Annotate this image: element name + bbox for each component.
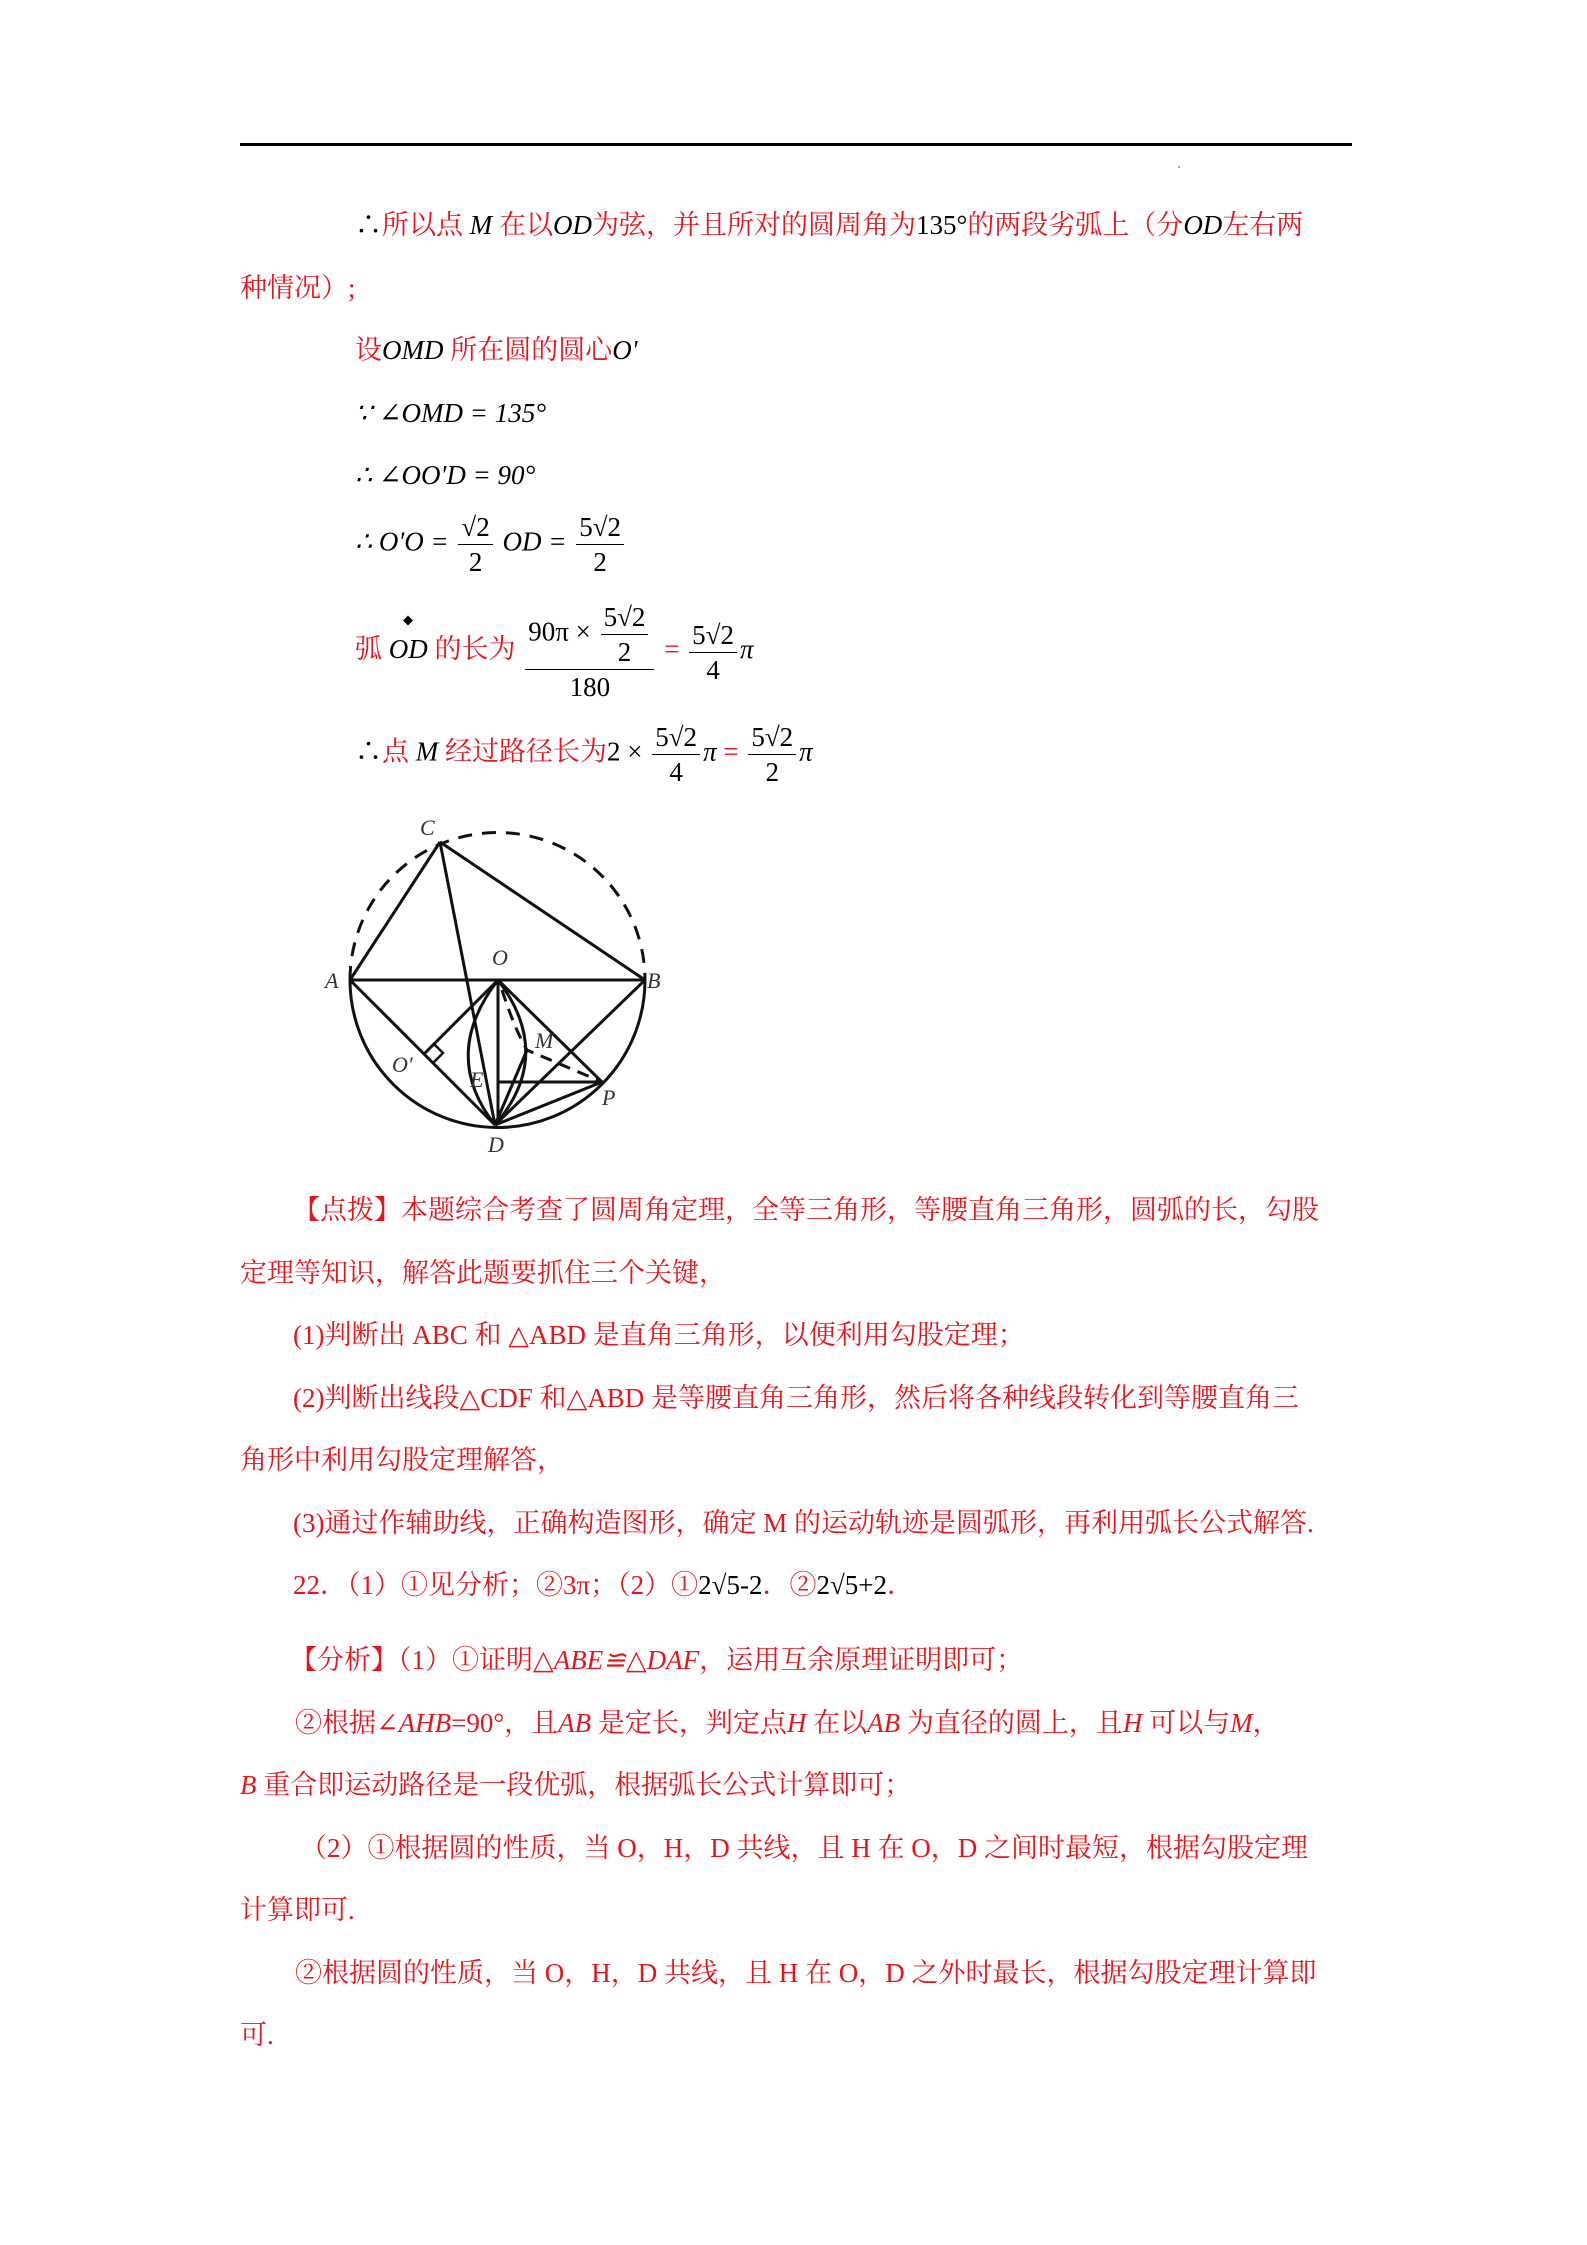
- analysis-line-4: （2）①根据圆的性质，当 O，H，D 共线，且 H 在 O，D 之间时最短，根据勾股定理: [300, 1833, 1308, 1863]
- numerator: [525, 600, 654, 670]
- text: ②根据: [295, 1708, 376, 1738]
- numerator: 5√2: [576, 510, 624, 545]
- fraction: [458, 510, 492, 579]
- fraction: [652, 720, 700, 789]
- fraction-outer: [525, 600, 654, 704]
- q22-answer: [293, 1565, 914, 1605]
- fraction-inner: [601, 600, 649, 669]
- solution-line-6: [355, 510, 627, 579]
- fraction: [689, 618, 737, 687]
- analysis-line-3: [240, 1765, 911, 1805]
- coef: 2 ×: [607, 736, 643, 767]
- analysis-line-6: ②根据圆的性质，当 O，H，D 共线，且 H 在 O，D 之外时最长，根据勾股定理计算即: [295, 1958, 1317, 1988]
- math-mid: OD =: [502, 526, 567, 557]
- tip-item-1: (1)判断出 ABC 和 △ABD 是直角三角形，以便利用勾股定理；: [293, 1320, 1025, 1350]
- math: M: [1230, 1708, 1253, 1738]
- question-number: 22．: [293, 1570, 347, 1600]
- arc-OD: [389, 629, 428, 669]
- text: 所在圆的圆心: [450, 335, 613, 365]
- therefore-symbol: ∴: [355, 210, 382, 240]
- text: 经过路径长为: [445, 736, 607, 767]
- therefore-symbol: ∴: [355, 736, 382, 767]
- analysis-line-7: 可.: [240, 2020, 274, 2050]
- numerator: √2: [458, 510, 492, 545]
- denominator: 4: [706, 654, 720, 685]
- text: ．: [887, 1570, 914, 1600]
- math-value: 2√5+2: [816, 1570, 887, 1600]
- solution-line-3: [355, 330, 638, 370]
- math-lhs: ∴ O'O =: [355, 526, 449, 557]
- text: 左右两: [1222, 210, 1304, 240]
- label-D: D: [488, 1132, 504, 1157]
- math-OD: OD: [1183, 210, 1223, 240]
- tip-line-1: [293, 1190, 1319, 1230]
- analysis-line-2: [295, 1703, 1280, 1743]
- text: 在以: [813, 1708, 868, 1738]
- header-rule: [240, 143, 1352, 146]
- math-OMD: OMD: [382, 335, 444, 365]
- coef: 90π ×: [528, 616, 591, 647]
- denominator: 2: [468, 547, 483, 577]
- solution-line-5: ∴ ∠OO'D = 90°: [355, 460, 536, 490]
- math-angle: 135°: [916, 210, 968, 240]
- text: =90°，且: [451, 1708, 559, 1738]
- math-M: M: [469, 210, 493, 240]
- denominator: 180: [569, 672, 611, 702]
- text: 的两段劣弧上（分: [967, 210, 1184, 240]
- text: 为弦，并且所对的圆周角为: [592, 210, 916, 240]
- text: 重合即运动路径是一段优弧，根据弧长公式计算即可；: [263, 1770, 912, 1800]
- circle-diagram: [320, 810, 700, 1170]
- arc-mark-icon: [403, 616, 413, 626]
- math-OD: OD: [553, 210, 592, 240]
- tip-item-2b: 角形中利用勾股定理解答，: [240, 1445, 564, 1475]
- solution-line-2: 种情况）;: [240, 273, 356, 303]
- label-A: A: [325, 968, 339, 993]
- fraction: [748, 720, 796, 789]
- text: 是定长，判定点: [597, 1708, 787, 1738]
- geometry-figure: [320, 810, 700, 1170]
- numerator: 5√2: [652, 720, 700, 755]
- text: ，运用互余原理证明即可；: [699, 1645, 1024, 1675]
- text: 为直径的圆上，且: [906, 1708, 1123, 1738]
- math: ∠AHB: [376, 1708, 452, 1738]
- text: ．②: [762, 1570, 817, 1600]
- analysis-line-5: 计算即可.: [240, 1895, 355, 1925]
- equals: =: [723, 736, 739, 767]
- text: 设: [355, 335, 382, 365]
- math: H: [1122, 1708, 1143, 1738]
- label-B: B: [647, 968, 661, 993]
- tip-item-3: (3)通过作辅助线，正确构造图形，确定 M 的运动轨迹是圆弧形，再利用弧长公式解答.: [293, 1508, 1314, 1538]
- text: （1）①见分析；②3π；（2）①: [347, 1570, 699, 1600]
- arc-label: OD: [388, 634, 428, 665]
- text: 点: [382, 736, 409, 767]
- text: 弧: [355, 634, 382, 665]
- text: 本题综合考查了圆周角定理，全等三角形，等腰直角三角形，圆弧的长，勾股: [401, 1195, 1319, 1225]
- equals: =: [664, 634, 680, 665]
- pi: π: [740, 634, 754, 665]
- math: AB: [558, 1708, 592, 1738]
- math-M: M: [415, 736, 439, 767]
- analysis-line-1: [290, 1640, 1023, 1680]
- fraction: [576, 510, 624, 579]
- denominator: 2: [765, 757, 779, 787]
- denominator: 4: [669, 757, 683, 787]
- label-M: M: [535, 1028, 554, 1053]
- tip-line-2: 定理等知识，解答此题要抓住三个关键，: [240, 1258, 726, 1288]
- text: （1）①证明: [398, 1645, 533, 1675]
- label-C: C: [420, 815, 435, 840]
- math: AB: [867, 1708, 901, 1738]
- label-Oprime: O′: [392, 1052, 413, 1077]
- tip-tag: 【点拨】: [293, 1195, 401, 1225]
- text: 在以: [499, 210, 553, 240]
- text: 可以与: [1149, 1708, 1231, 1738]
- solution-line-1: [355, 205, 1303, 245]
- numerator: 5√2: [601, 600, 649, 635]
- tip-item-2a: (2)判断出线段△CDF 和△ABD 是等腰直角三角形，然后将各种线段转化到等腰直角三: [293, 1383, 1300, 1413]
- denominator: 2: [617, 637, 632, 667]
- text: 的长为: [434, 634, 516, 665]
- solution-line-4: ∵ ∠OMD = 135°: [355, 398, 547, 428]
- speck: [1178, 166, 1180, 168]
- math: B: [240, 1770, 257, 1800]
- text: ，: [1252, 1708, 1280, 1738]
- label-O: O: [492, 945, 508, 970]
- math-value: 2√5-2: [698, 1570, 763, 1600]
- denominator: 2: [593, 547, 607, 577]
- text: 所以点: [382, 210, 463, 240]
- analysis-tag: 【分析】: [290, 1645, 398, 1675]
- pi: π: [703, 736, 717, 767]
- label-E: E: [470, 1067, 484, 1092]
- math-Oprime: O': [612, 335, 638, 365]
- solution-line-7: [355, 600, 754, 704]
- math: H: [786, 1708, 807, 1738]
- pi: π: [799, 736, 813, 767]
- numerator: 5√2: [689, 618, 737, 653]
- numerator: 5√2: [748, 720, 796, 755]
- solution-line-8: [355, 720, 813, 789]
- label-P: P: [602, 1085, 616, 1110]
- math: △ABE≌△DAF: [533, 1645, 700, 1675]
